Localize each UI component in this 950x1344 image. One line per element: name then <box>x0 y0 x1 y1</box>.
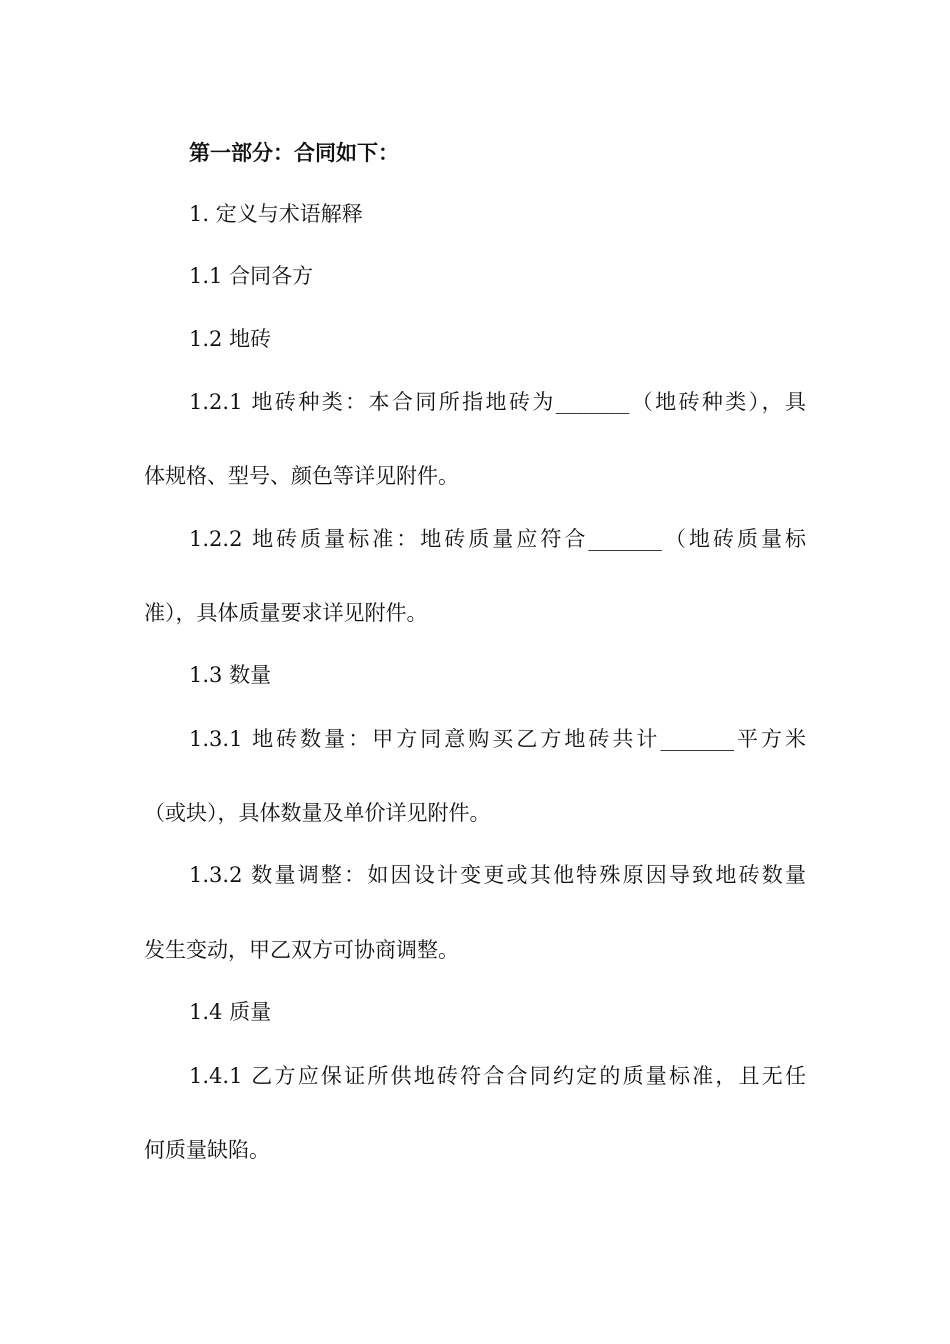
clause-1-3-2-line-2: 发生变动，甲乙双方可协商调整。 <box>144 938 459 962</box>
clause-1-2-1-line-2: 体规格、型号、颜色等详见附件。 <box>144 464 459 488</box>
clause-1-2-2-line-1: 1.2.2 地砖质量标准：地砖质量应符合_______（地砖质量标 <box>189 527 806 551</box>
clause-1-1-heading: 1.1 合同各方 <box>189 264 314 288</box>
clause-1-3-1-line-2: （或块），具体数量及单价详见附件。 <box>144 801 491 825</box>
section-title: 第一部分：合同如下： <box>189 140 399 165</box>
clause-1-2-1-line-1: 1.2.1 地砖种类：本合同所指地砖为_______（地砖种类），具 <box>189 390 806 414</box>
clause-1-4-1-line-1: 1.4.1 乙方应保证所供地砖符合合同约定的质量标准，且无任 <box>189 1064 806 1088</box>
clause-1-4-1-line-2: 何质量缺陷。 <box>144 1138 270 1162</box>
clause-1-3-2-line-1: 1.3.2 数量调整：如因设计变更或其他特殊原因导致地砖数量 <box>189 863 806 887</box>
clause-1-2-2-line-2: 准），具体质量要求详见附件。 <box>144 601 428 625</box>
clause-1-4-heading: 1.4 质量 <box>189 1000 272 1024</box>
clause-1-2-heading: 1.2 地砖 <box>189 327 272 351</box>
clause-1-3-1-line-1: 1.3.1 地砖数量：甲方同意购买乙方地砖共计_______平方米 <box>189 727 806 751</box>
clause-1-3-heading: 1.3 数量 <box>189 663 272 687</box>
clause-1-heading: 1. 定义与术语解释 <box>189 202 363 226</box>
